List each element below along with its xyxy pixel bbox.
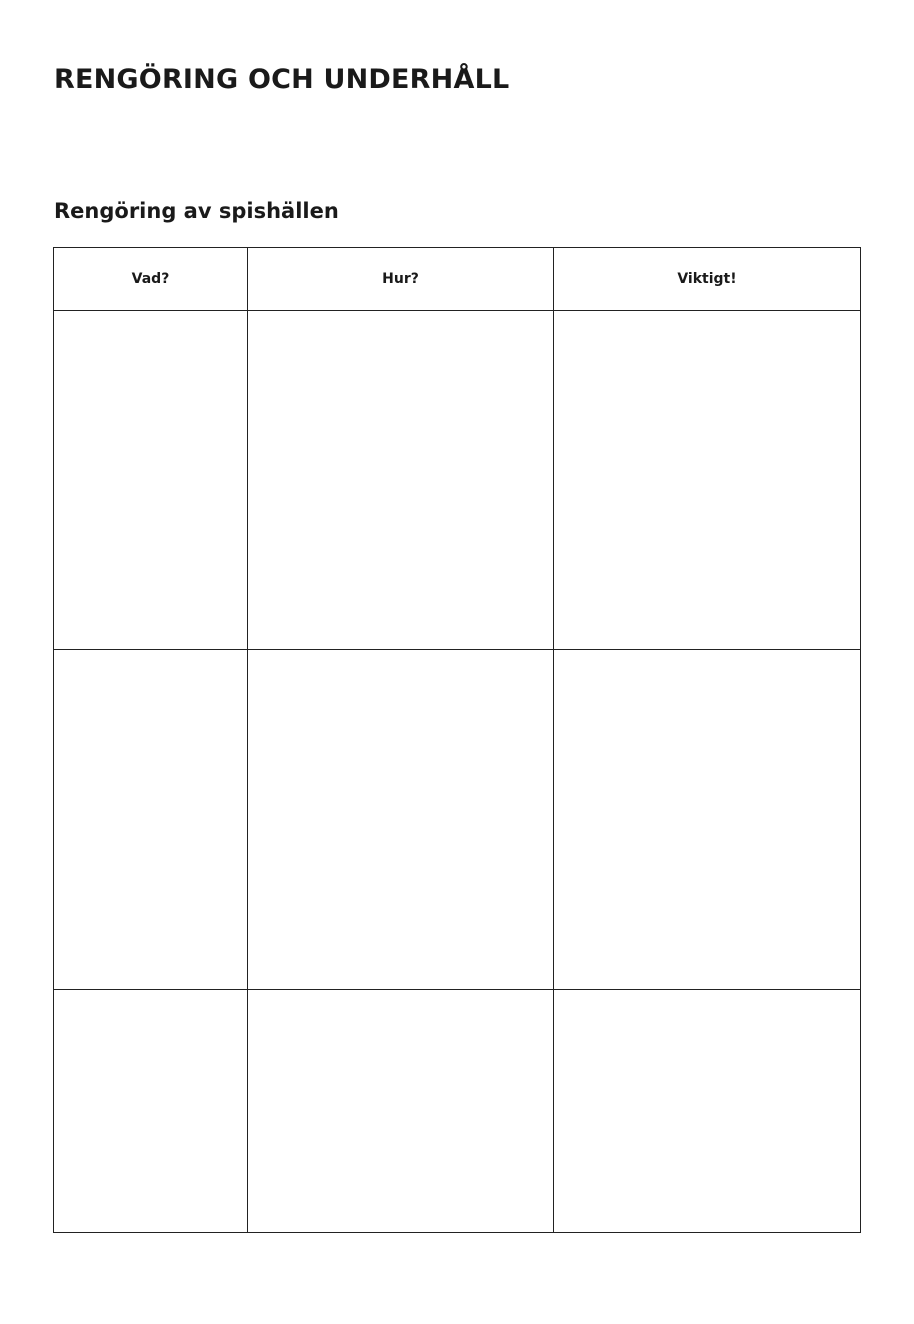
table-row [54,311,861,650]
cell-how [248,990,554,1233]
page-title: RENGÖRING OCH UNDERHÅLL [54,64,510,95]
header-how: Hur? [248,248,554,311]
cell-what [54,650,248,990]
cell-important [554,990,861,1233]
cleaning-table [53,247,861,1233]
header-important: Viktigt! [554,248,861,311]
cell-how [248,311,554,650]
cell-how [248,650,554,990]
table-row [54,990,861,1233]
table-header-row [54,248,861,311]
section-title: Rengöring av spishällen [54,199,339,223]
cell-important [554,311,861,650]
cell-important [554,650,861,990]
header-what: Vad? [54,248,248,311]
cell-what [54,311,248,650]
table-row [54,650,861,990]
cell-what [54,990,248,1233]
